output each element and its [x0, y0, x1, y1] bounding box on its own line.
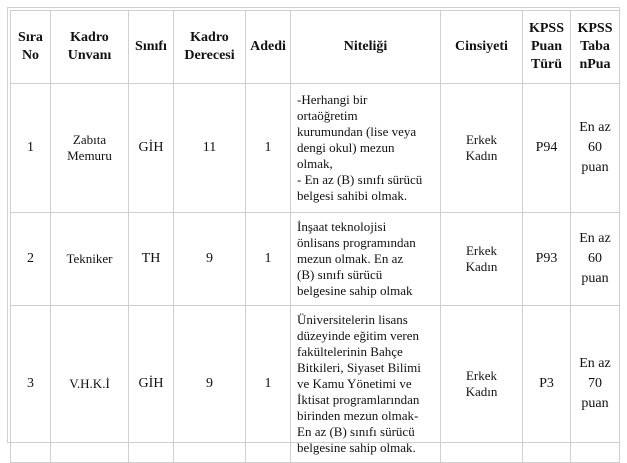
- cell-taban-puan: En az 60 puan: [571, 213, 620, 306]
- header-kpss-puan-turu: KPSS Puan Türü: [523, 11, 571, 84]
- cell-taban-puan: En az 70 puan: [571, 306, 620, 463]
- table-row: [11, 213, 620, 306]
- cell-sira: 2: [11, 213, 51, 306]
- header-adedi: Adedi: [246, 11, 291, 84]
- cell-adet: 1: [246, 213, 291, 306]
- header-kadro-derecesi: Kadro Derecesi: [174, 11, 246, 84]
- cell-derece: 9: [174, 213, 246, 306]
- cell-cinsiyet: Erkek Kadın: [441, 213, 523, 306]
- cell-unvan: Tekniker: [51, 213, 129, 306]
- cell-derece: 11: [174, 84, 246, 213]
- cell-unvan: V.H.K.İ: [51, 306, 129, 463]
- cell-adet: 1: [246, 306, 291, 463]
- cell-puan-turu: P93: [523, 213, 571, 306]
- cell-sinif: GİH: [129, 84, 174, 213]
- table-row: [11, 84, 620, 213]
- cell-nitelik: -Herhangi bir ortaöğretim kurumundan (lise veya dengi okul) mezun olmak, - En az (B) sınıfı sürücü belgesi sahibi olmak.: [291, 84, 441, 213]
- cell-nitelik: İnşaat teknolojisi önlisans programından mezun olmak. En az (B) sınıfı sürücü belgesine sahip olmak: [291, 213, 441, 306]
- cell-taban-puan: En az 60 puan: [571, 84, 620, 213]
- header-kadro-unvani: Kadro Unvanı: [51, 11, 129, 84]
- cell-puan-turu: P94: [523, 84, 571, 213]
- header-row: [11, 11, 620, 84]
- cell-sira: 1: [11, 84, 51, 213]
- cell-sinif: GİH: [129, 306, 174, 463]
- header-sira-no: Sıra No: [11, 11, 51, 84]
- cell-sira: 3: [11, 306, 51, 463]
- cell-cinsiyet: Erkek Kadın: [441, 84, 523, 213]
- cell-cinsiyet: Erkek Kadın: [441, 306, 523, 463]
- header-kpss-taban-puan: KPSS Taba nPua: [571, 11, 620, 84]
- cell-nitelik: Üniversitelerin lisans düzeyinde eğitim veren fakültelerinin Bahçe Bitkileri, Siyaset Bilimi ve Kamu Yönetimi ve İktisat programlarından birinden mezun olmak- En az (B) sınıfı sürücü belgesine sahip olmak.: [291, 306, 441, 463]
- cell-derece: 9: [174, 306, 246, 463]
- cadre-table: [10, 10, 620, 463]
- cell-adet: 1: [246, 84, 291, 213]
- header-sinifi: Sınıfı: [129, 11, 174, 84]
- cell-unvan: Zabıta Memuru: [51, 84, 129, 213]
- document-page: [7, 7, 620, 455]
- header-niteligi: Niteliği: [291, 11, 441, 84]
- table-row: [11, 306, 620, 463]
- cell-sinif: TH: [129, 213, 174, 306]
- cell-puan-turu: P3: [523, 306, 571, 463]
- header-cinsiyeti: Cinsiyeti: [441, 11, 523, 84]
